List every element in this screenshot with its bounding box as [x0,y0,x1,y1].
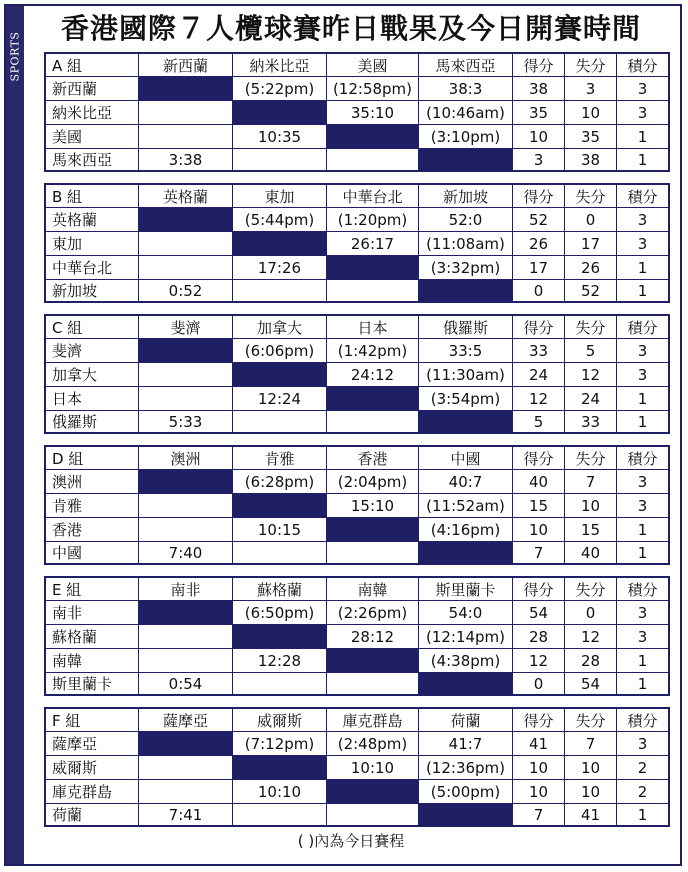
points-for: 41 [512,732,564,755]
points-against: 12 [564,363,616,386]
table-row [46,731,668,755]
self-match-block [138,601,232,624]
team-name: 加拿大 [52,366,98,384]
points-against: 41 [564,804,616,825]
points-against: 10 [564,494,616,517]
opponent-header: 納米比亞 [232,54,326,76]
team-name: 美國 [52,128,83,146]
self-match-block [138,77,232,100]
table-points: 3 [616,232,668,255]
table-points: 1 [616,149,668,170]
stat-header: 失分 [564,578,616,600]
match-cell: 40:7 [418,470,512,493]
self-match-block [138,470,232,493]
team-name: 南非 [52,604,83,622]
opponent-header: 俄羅斯 [418,316,512,338]
points-for: 7 [512,542,564,563]
stat-header: 積分 [616,185,668,207]
opponent-header: 中國 [418,447,512,469]
stat-header: 得分 [512,316,564,338]
stat-header: 失分 [564,316,616,338]
team-name: 日本 [52,390,83,408]
self-match-block [326,256,418,279]
table-row [46,279,668,301]
table-row [46,362,668,386]
team-name: 斯里蘭卡 [52,675,113,693]
stat-header: 得分 [512,709,564,731]
match-cell: (5:22pm) [232,77,326,100]
team-name: 英格蘭 [52,211,98,229]
self-match-block [138,732,232,755]
points-for: 10 [512,756,564,779]
opponent-header: 日本 [326,316,418,338]
team-name: 威爾斯 [52,759,98,777]
match-cell [326,673,418,694]
self-match-block [418,280,512,301]
team-name: 南韓 [52,652,83,670]
match-cell: (3:32pm) [418,256,512,279]
points-against: 33 [564,411,616,432]
team-name: 澳洲 [52,473,83,491]
self-match-block [138,208,232,231]
opponent-header: 美國 [326,54,418,76]
points-for: 10 [512,780,564,803]
match-cell: 0:52 [138,280,232,301]
points-for: 26 [512,232,564,255]
group-table [44,707,670,827]
match-cell [232,673,326,694]
match-cell: (11:30am) [418,363,512,386]
group-name: C 組 [52,318,83,337]
table-points: 1 [616,256,668,279]
opponent-header: 香港 [326,447,418,469]
match-cell [138,518,232,541]
points-against: 5 [564,339,616,362]
opponent-header: 肯雅 [232,447,326,469]
team-name: 俄羅斯 [52,413,98,431]
match-cell [326,542,418,563]
table-points: 1 [616,542,668,563]
group-name: F 組 [52,711,81,730]
team-name: 納米比亞 [52,104,113,122]
sidebar-bar [6,6,24,864]
points-for: 5 [512,411,564,432]
match-cell: (12:58pm) [326,77,418,100]
self-match-block [418,673,512,694]
points-for: 12 [512,649,564,672]
table-row [46,255,668,279]
group-table [44,52,670,172]
team-name: 蘇格蘭 [52,628,98,646]
match-cell [138,387,232,410]
stat-header: 積分 [616,316,668,338]
self-match-block [232,232,326,255]
opponent-header: 英格蘭 [138,185,232,207]
team-name: 東加 [52,235,83,253]
match-cell: 54:0 [418,601,512,624]
match-cell: 0:54 [138,673,232,694]
opponent-header: 斐濟 [138,316,232,338]
table-points: 3 [616,601,668,624]
self-match-block [418,149,512,170]
table-points: 1 [616,673,668,694]
table-row [46,779,668,803]
table-points: 3 [616,363,668,386]
match-cell: 5:33 [138,411,232,432]
opponent-header: 南非 [138,578,232,600]
stat-header: 積分 [616,578,668,600]
self-match-block [418,804,512,825]
stat-header: 失分 [564,447,616,469]
match-cell [232,411,326,432]
self-match-block [138,339,232,362]
group-name: D 組 [52,449,84,468]
stat-header: 積分 [616,709,668,731]
table-row [46,624,668,648]
opponent-header: 新加坡 [418,185,512,207]
stat-header: 失分 [564,185,616,207]
self-match-block [232,756,326,779]
opponent-header: 威爾斯 [232,709,326,731]
points-against: 10 [564,756,616,779]
opponent-header: 南韓 [326,578,418,600]
match-cell: 3:38 [138,149,232,170]
match-cell: 12:24 [232,387,326,410]
match-cell: 12:28 [232,649,326,672]
points-against: 0 [564,601,616,624]
match-cell [138,780,232,803]
table-points: 1 [616,387,668,410]
match-cell [232,280,326,301]
match-cell [138,649,232,672]
group-table [44,314,670,434]
stat-header: 積分 [616,54,668,76]
match-cell [138,256,232,279]
points-for: 54 [512,601,564,624]
points-against: 7 [564,732,616,755]
table-points: 3 [616,625,668,648]
match-cell: (6:50pm) [232,601,326,624]
opponent-header: 蘇格蘭 [232,578,326,600]
group-table [44,445,670,565]
opponent-header: 澳洲 [138,447,232,469]
match-cell: (3:54pm) [418,387,512,410]
table-row [46,100,668,124]
match-cell: 33:5 [418,339,512,362]
match-cell: (10:46am) [418,101,512,124]
section-label-text: SPORTS [8,31,22,81]
table-row [46,338,668,362]
match-cell: (6:06pm) [232,339,326,362]
match-cell [138,494,232,517]
match-cell [232,542,326,563]
points-against: 24 [564,387,616,410]
table-row [46,410,668,432]
table-row [46,76,668,100]
match-cell: 10:15 [232,518,326,541]
points-against: 28 [564,649,616,672]
match-cell [138,625,232,648]
match-cell: (7:12pm) [232,732,326,755]
table-points: 1 [616,649,668,672]
points-for: 0 [512,280,564,301]
page-title: 香港國際７人欖球賽昨日戰果及今日開賽時間 [60,12,641,45]
opponent-header: 薩摩亞 [138,709,232,731]
points-for: 12 [512,387,564,410]
points-against: 52 [564,280,616,301]
header-row [46,578,668,600]
table-row [46,124,668,148]
match-cell: (5:44pm) [232,208,326,231]
match-cell: (4:38pm) [418,649,512,672]
table-row [46,541,668,563]
points-against: 26 [564,256,616,279]
match-cell: 7:40 [138,542,232,563]
self-match-block [418,542,512,563]
self-match-block [232,625,326,648]
self-match-block [232,101,326,124]
match-cell: (2:48pm) [326,732,418,755]
points-for: 10 [512,125,564,148]
points-for: 7 [512,804,564,825]
table-row [46,469,668,493]
team-name: 香港 [52,521,83,539]
stat-header: 得分 [512,578,564,600]
team-name: 馬來西亞 [52,151,113,169]
table-row [46,755,668,779]
self-match-block [232,494,326,517]
match-cell: (12:36pm) [418,756,512,779]
table-points: 2 [616,780,668,803]
match-cell: 10:10 [326,756,418,779]
points-for: 40 [512,470,564,493]
match-cell: 15:10 [326,494,418,517]
points-for: 35 [512,101,564,124]
match-cell: (4:16pm) [418,518,512,541]
stat-header: 得分 [512,185,564,207]
team-name: 中國 [52,544,83,562]
table-row [46,493,668,517]
points-against: 10 [564,780,616,803]
self-match-block [326,125,418,148]
points-for: 3 [512,149,564,170]
points-against: 7 [564,470,616,493]
table-points: 1 [616,125,668,148]
stat-header: 失分 [564,709,616,731]
points-for: 52 [512,208,564,231]
self-match-block [326,780,418,803]
header-row [46,54,668,76]
opponent-header: 新西蘭 [138,54,232,76]
points-against: 35 [564,125,616,148]
opponent-header: 荷蘭 [418,709,512,731]
table-points: 3 [616,732,668,755]
points-against: 10 [564,101,616,124]
team-name: 斐濟 [52,342,83,360]
match-cell: 35:10 [326,101,418,124]
match-cell: 52:0 [418,208,512,231]
table-points: 2 [616,756,668,779]
match-cell: 38:3 [418,77,512,100]
match-cell: (2:04pm) [326,470,418,493]
team-name: 新西蘭 [52,80,98,98]
match-cell: 28:12 [326,625,418,648]
self-match-block [326,649,418,672]
points-for: 33 [512,339,564,362]
match-cell [232,804,326,825]
self-match-block [326,518,418,541]
table-points: 1 [616,411,668,432]
group-table [44,183,670,303]
match-cell [326,280,418,301]
table-points: 3 [616,470,668,493]
opponent-header: 馬來西亞 [418,54,512,76]
points-for: 38 [512,77,564,100]
stat-header: 失分 [564,54,616,76]
points-against: 17 [564,232,616,255]
group-name: A 組 [52,56,83,75]
self-match-block [418,411,512,432]
table-row [46,386,668,410]
team-name: 新加坡 [52,282,98,300]
match-cell: (1:42pm) [326,339,418,362]
match-cell [138,125,232,148]
header-row [46,316,668,338]
group-name: B 組 [52,187,83,206]
opponent-header: 庫克群島 [326,709,418,731]
table-points: 3 [616,101,668,124]
match-cell: 10:10 [232,780,326,803]
table-row [46,672,668,694]
table-points: 1 [616,804,668,825]
match-cell [232,149,326,170]
stat-header: 積分 [616,447,668,469]
match-cell [138,756,232,779]
points-against: 54 [564,673,616,694]
match-cell: (12:14pm) [418,625,512,648]
footnote: ( )內為今日賽程 [297,831,405,850]
header-row [46,185,668,207]
match-cell: 26:17 [326,232,418,255]
match-cell: 10:35 [232,125,326,148]
match-cell [138,101,232,124]
points-for: 24 [512,363,564,386]
match-cell: 41:7 [418,732,512,755]
match-cell: (1:20pm) [326,208,418,231]
table-row [46,600,668,624]
group-name: E 組 [52,580,82,599]
points-for: 0 [512,673,564,694]
table-row [46,207,668,231]
team-name: 荷蘭 [52,806,83,824]
table-points: 3 [616,208,668,231]
table-points: 3 [616,339,668,362]
table-row [46,648,668,672]
team-name: 肯雅 [52,497,83,515]
match-cell [326,411,418,432]
match-cell: (3:10pm) [418,125,512,148]
self-match-block [232,363,326,386]
match-cell: (2:26pm) [326,601,418,624]
self-match-block [326,387,418,410]
opponent-header: 中華台北 [326,185,418,207]
table-points: 1 [616,280,668,301]
points-for: 17 [512,256,564,279]
points-against: 3 [564,77,616,100]
match-cell [326,149,418,170]
team-name: 薩摩亞 [52,735,98,753]
match-cell: (11:08am) [418,232,512,255]
team-name: 庫克群島 [52,783,113,801]
match-cell [138,232,232,255]
opponent-header: 加拿大 [232,316,326,338]
match-cell: (6:28pm) [232,470,326,493]
points-against: 15 [564,518,616,541]
table-row [46,803,668,825]
table-row [46,517,668,541]
stat-header: 得分 [512,447,564,469]
points-against: 40 [564,542,616,563]
match-cell [138,363,232,386]
match-cell: (5:00pm) [418,780,512,803]
table-row [46,148,668,170]
points-for: 15 [512,494,564,517]
section-label [6,6,24,106]
table-points: 1 [616,518,668,541]
opponent-header: 東加 [232,185,326,207]
table-points: 3 [616,77,668,100]
match-cell: 17:26 [232,256,326,279]
group-table [44,576,670,696]
points-against: 38 [564,149,616,170]
opponent-header: 斯里蘭卡 [418,578,512,600]
points-for: 10 [512,518,564,541]
team-name: 中華台北 [52,259,113,277]
points-for: 28 [512,625,564,648]
table-points: 3 [616,494,668,517]
match-cell: (11:52am) [418,494,512,517]
stat-header: 得分 [512,54,564,76]
points-against: 0 [564,208,616,231]
table-row [46,231,668,255]
points-against: 12 [564,625,616,648]
header-row [46,447,668,469]
match-cell [326,804,418,825]
match-cell: 7:41 [138,804,232,825]
header-row [46,709,668,731]
match-cell: 24:12 [326,363,418,386]
